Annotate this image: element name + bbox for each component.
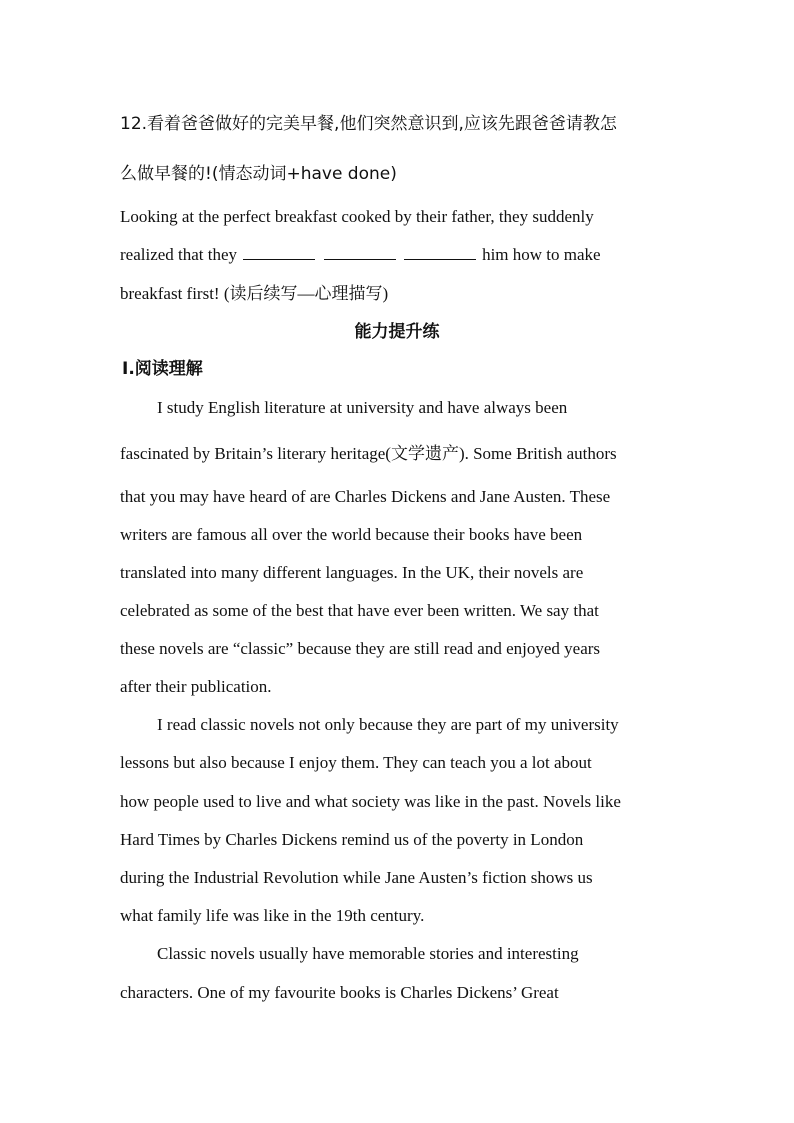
answer-blank-2[interactable] [324, 245, 396, 260]
exercise-english-line-2 [120, 244, 601, 266]
passage-line: I read classic novels not only because they are part of my university [157, 715, 619, 734]
exercise-english-line-1: Looking at the perfect breakfast cooked by their father, they suddenly [120, 207, 594, 226]
exercise-prompt-line-2: 么做早餐的!(情态动词+have done) [120, 164, 397, 184]
reading-section-title: Ⅰ.阅读理解 [122, 359, 203, 379]
passage-line: I study English literature at university and have always been [157, 398, 568, 417]
passage-line: Hard Times by Charles Dickens remind us of the poverty in London [120, 830, 584, 849]
passage-line: that you may have heard of are Charles Dickens and Jane Austen. These [120, 487, 611, 506]
answer-blank-1[interactable] [243, 245, 315, 260]
exercise-prompt-line-1: 12.看着爸爸做好的完美早餐,他们突然意识到,应该先跟爸爸请教怎 [120, 114, 617, 134]
answer-blank-3[interactable] [404, 245, 476, 260]
passage-line: characters. One of my favourite books is Charles Dickens’ Great [120, 983, 559, 1002]
passage-line: Classic novels usually have memorable stories and interesting [157, 944, 579, 963]
exercise-english-line-3: breakfast first! (读后续写—心理描写) [120, 284, 389, 303]
passage-line: celebrated as some of the best that have ever been written. We say that [120, 601, 599, 620]
exercise-english-line-2-end: him how to make [482, 245, 601, 264]
exercise-english-line-2-start: realized that they [120, 245, 238, 264]
passage-line: lessons but also because I enjoy them. They can teach you a lot about [120, 753, 592, 772]
passage-line: writers are famous all over the world because their books have been [120, 525, 583, 544]
passage-line: during the Industrial Revolution while Jane Austen’s fiction shows us [120, 868, 593, 887]
passage-line: after their publication. [120, 677, 272, 696]
passage-line: what family life was like in the 19th century. [120, 906, 425, 925]
passage-line: translated into many different languages. In the UK, their novels are [120, 563, 584, 582]
section-heading: 能力提升练 [354, 322, 440, 342]
passage-line: how people used to live and what society was like in the past. Novels like [120, 792, 621, 811]
passage-line: these novels are “classic” because they are still read and enjoyed years [120, 639, 601, 658]
passage-line: fascinated by Britain’s literary heritage(文学遗产). Some British authors [120, 444, 617, 463]
